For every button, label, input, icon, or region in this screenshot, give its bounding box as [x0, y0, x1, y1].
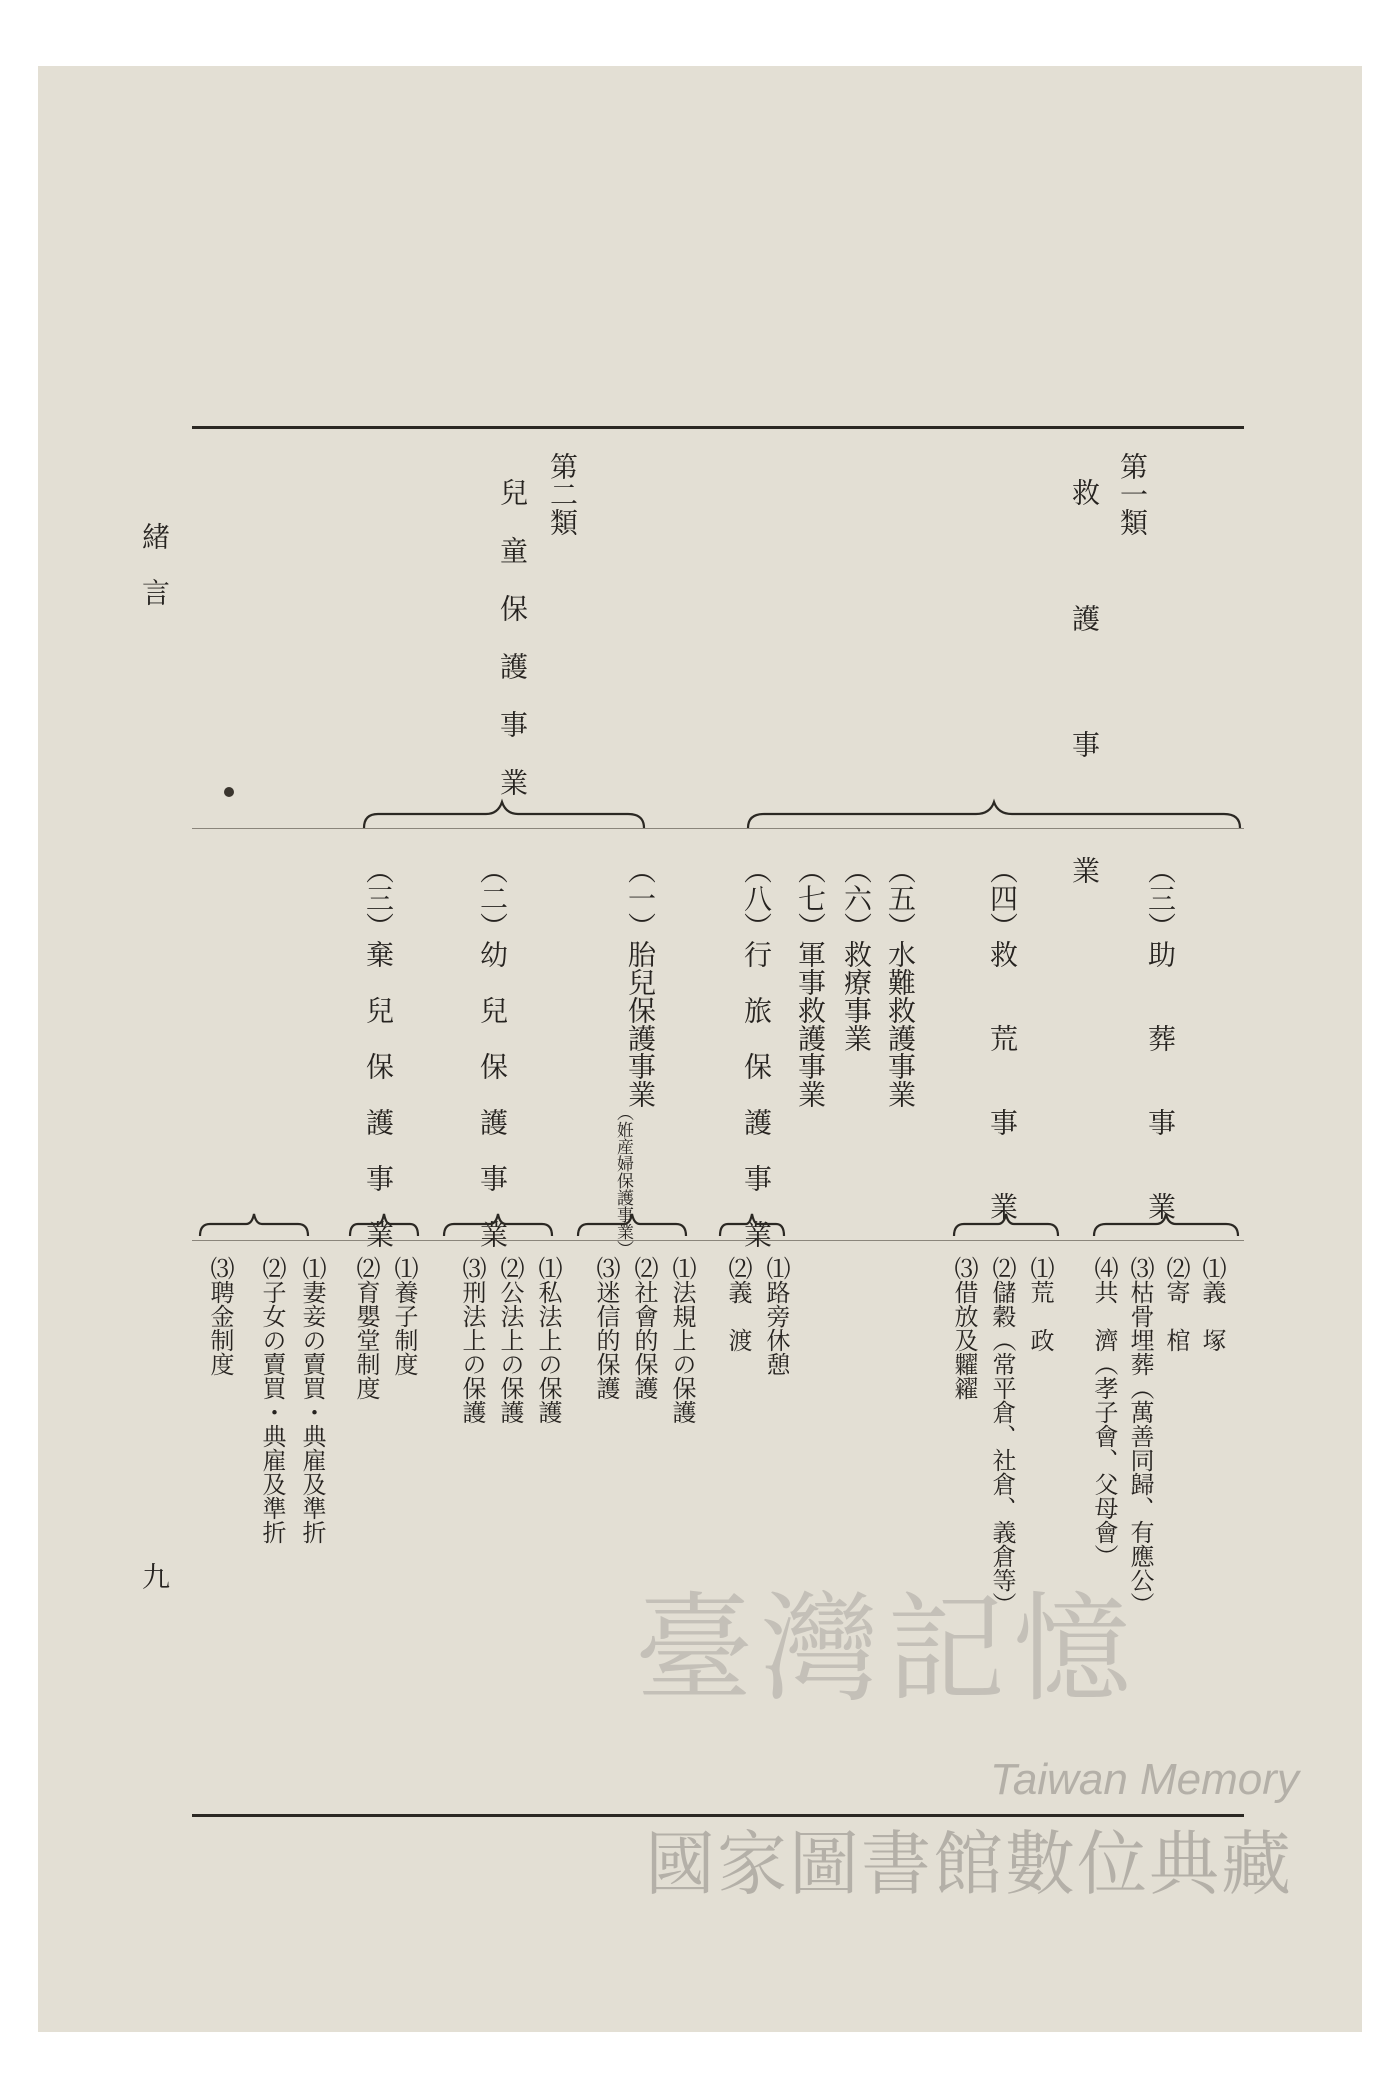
sub-item: ⑴養子制度: [390, 1256, 418, 1376]
sub-item: ⑴法規上の保護: [668, 1256, 696, 1424]
brace-item-c2-3b: [196, 1210, 312, 1244]
sub-item: ⑵公法上の保護: [496, 1256, 524, 1424]
class1-item-7: （七）軍事救護事業: [794, 856, 827, 1108]
sub-item: ⑵社會的保護: [630, 1256, 658, 1400]
page-number: 九: [138, 1562, 171, 1590]
class2-name: 兒童保護事業: [496, 478, 529, 826]
watermark-english: Taiwan Memory: [990, 1755, 1299, 1804]
sub-item: ⑶枯骨埋葬（萬善同歸、有應公）: [1126, 1256, 1154, 1616]
sub-item: ⑶迷信的保護: [592, 1256, 620, 1400]
sub-item: ⑵育嬰堂制度: [352, 1256, 380, 1400]
chapter-title: 緒 言: [138, 522, 171, 606]
brace-item-c2-3a: [346, 1210, 422, 1244]
sub-item: ⑵儲穀（常平倉、社倉、義倉等）: [988, 1256, 1016, 1616]
watermark-library: 國家圖書館數位典藏: [645, 1823, 1293, 1905]
ink-spot: [224, 787, 234, 797]
watermark-logo: 臺灣記憶: [635, 1580, 1140, 1718]
class1-item-5: （五）水難救護事業: [884, 856, 917, 1108]
sub-item: ⑶聘金制度: [206, 1256, 234, 1376]
sub-item: ⑷共 濟（孝子會、父母會）: [1090, 1256, 1118, 1568]
class2-item-2: （二）幼 兒 保 護 事 業: [476, 856, 509, 1248]
brace-item-c2-1: [574, 1210, 690, 1244]
class2-item-1: （一）胎兒保護事業: [624, 856, 657, 1108]
sub-item: ⑶刑法上の保護: [458, 1256, 486, 1424]
class1-item-6: （六）救療事業: [840, 856, 873, 1052]
sub-item: ⑶借放及糶糴: [950, 1256, 978, 1400]
sub-item: ⑴妻妾の賣買・典雇及準折: [298, 1256, 326, 1544]
class2-item-3: （三）棄 兒 保 護 事 業: [362, 856, 395, 1248]
sub-item: ⑵義 渡: [724, 1256, 752, 1352]
sub-item: ⑴私法上の保護: [534, 1256, 562, 1424]
class2-item-1-note: （姙産婦保護事業）: [613, 1104, 633, 1257]
class1-item-3: （三）助 葬 事 業: [1144, 856, 1177, 1220]
class1-item-8: （八）行 旅 保 護 事 業: [740, 856, 773, 1248]
class1-item-4: （四）救 荒 事 業: [986, 856, 1019, 1220]
class1-name: 救 護 事 業: [1068, 478, 1101, 898]
sub-item: ⑵子女の賣買・典雇及準折: [258, 1256, 286, 1544]
class1-heading: 第一類: [1116, 452, 1149, 536]
class1-brace: [744, 800, 1244, 836]
sub-item: ⑵寄 棺: [1162, 1256, 1190, 1352]
brace-item-3: [1090, 1210, 1242, 1244]
class2-heading: 第二類: [546, 452, 579, 536]
class2-brace: [360, 800, 650, 836]
brace-item-c2-2: [440, 1210, 556, 1244]
top-rule: [192, 426, 1244, 429]
brace-item-4: [950, 1210, 1062, 1244]
brace-item-8: [716, 1210, 788, 1244]
sub-item: ⑴路旁休憩: [762, 1256, 790, 1376]
sub-item: ⑴義 塚: [1198, 1256, 1226, 1352]
sub-item: ⑴荒 政: [1026, 1256, 1054, 1352]
